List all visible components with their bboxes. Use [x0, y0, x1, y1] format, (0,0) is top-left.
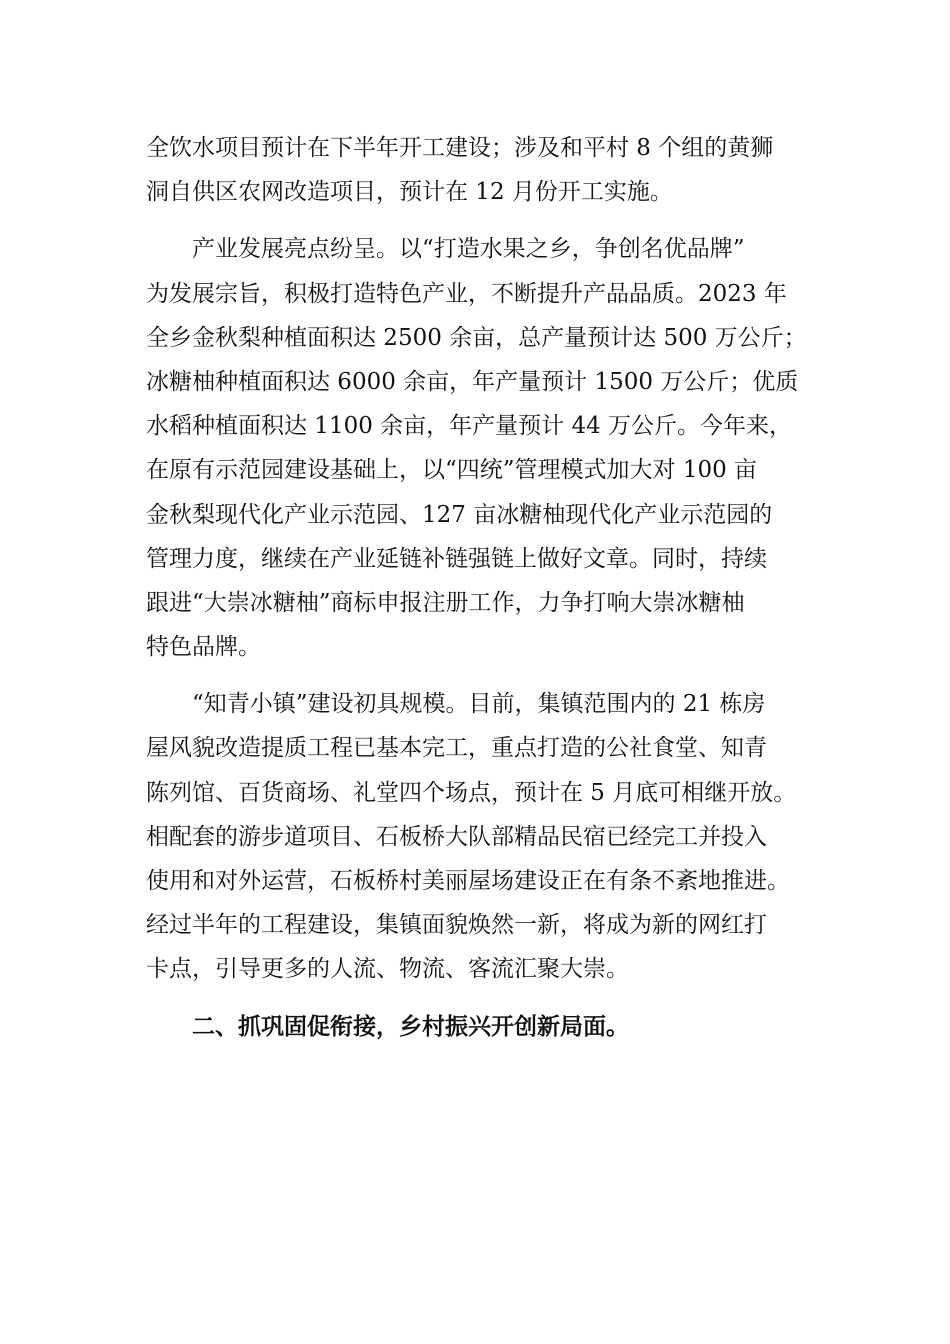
paragraph-water-projects [146, 126, 806, 214]
paragraph-gap [146, 992, 806, 1005]
paragraph-line: 为发展宗旨，积极打造特色产业，不断提升产品品质。2023 年 [146, 280, 787, 307]
paragraph-line: 洞自供区农网改造项目，预计在 12 月份开工实施。 [146, 179, 673, 206]
paragraph-line: 卡点，引导更多的人流、物流、客流汇聚大崇。 [146, 956, 629, 983]
paragraph-line: “知青小镇”建设初具规模。目前，集镇范围内的 21 栋房 [192, 691, 766, 718]
paragraph-line: 水稻种植面积达 1100 余亩，年产量预计 44 万公斤。今年来， [146, 413, 793, 440]
paragraph-line: 在原有示范园建设基础上，以“四统”管理模式加大对 100 亩 [146, 457, 758, 484]
document-body [146, 126, 806, 1049]
paragraph-line: 跟进“大崇冰糖柚”商标申报注册工作，力争打响大崇冰糖柚 [146, 589, 745, 616]
paragraph-gap [146, 214, 806, 227]
paragraph-zhiqing-town [146, 682, 806, 991]
paragraph-line: 金秋梨现代化产业示范园、127 亩冰糖柚现代化产业示范园的 [146, 501, 773, 528]
paragraph-line: 全乡金秋梨种植面积达 2500 余亩，总产量预计达 500 万公斤； [146, 324, 807, 351]
section-heading: 二、抓巩固促衔接，乡村振兴开创新局面。 [192, 1013, 629, 1040]
paragraph-line: 经过半年的工程建设，集镇面貌焕然一新，将成为新的网红打 [146, 912, 767, 939]
paragraph-line: 管理力度，继续在产业延链补链强链上做好文章。同时，持续 [146, 545, 767, 572]
paragraph-line: 相配套的游步道项目、石板桥大队部精品民宿已经完工并投入 [146, 823, 767, 850]
paragraph-line: 使用和对外运营，石板桥村美丽屋场建设正在有条不紊地推进。 [146, 868, 790, 894]
paragraph-line: 屋风貌改造提质工程已基本完工，重点打造的公社食堂、知青 [146, 735, 767, 762]
paragraph-gap [146, 669, 806, 682]
paragraph-line: 陈列馆、百货商场、礼堂四个场点，预计在 5 月底可相继开放。 [146, 779, 797, 806]
paragraph-line: 特色品牌。 [146, 634, 261, 661]
paragraph-line: 全饮水项目预计在下半年开工建设；涉及和平村 8 个组的黄狮 [146, 135, 774, 161]
paragraph-industry-development [146, 227, 806, 669]
paragraph-line: 产业发展亮点纷呈。以“打造水果之乡，争创名优品牌” [192, 236, 745, 263]
paragraph-line: 冰糖柚种植面积达 6000 余亩，年产量预计 1500 万公斤；优质 [146, 368, 799, 395]
